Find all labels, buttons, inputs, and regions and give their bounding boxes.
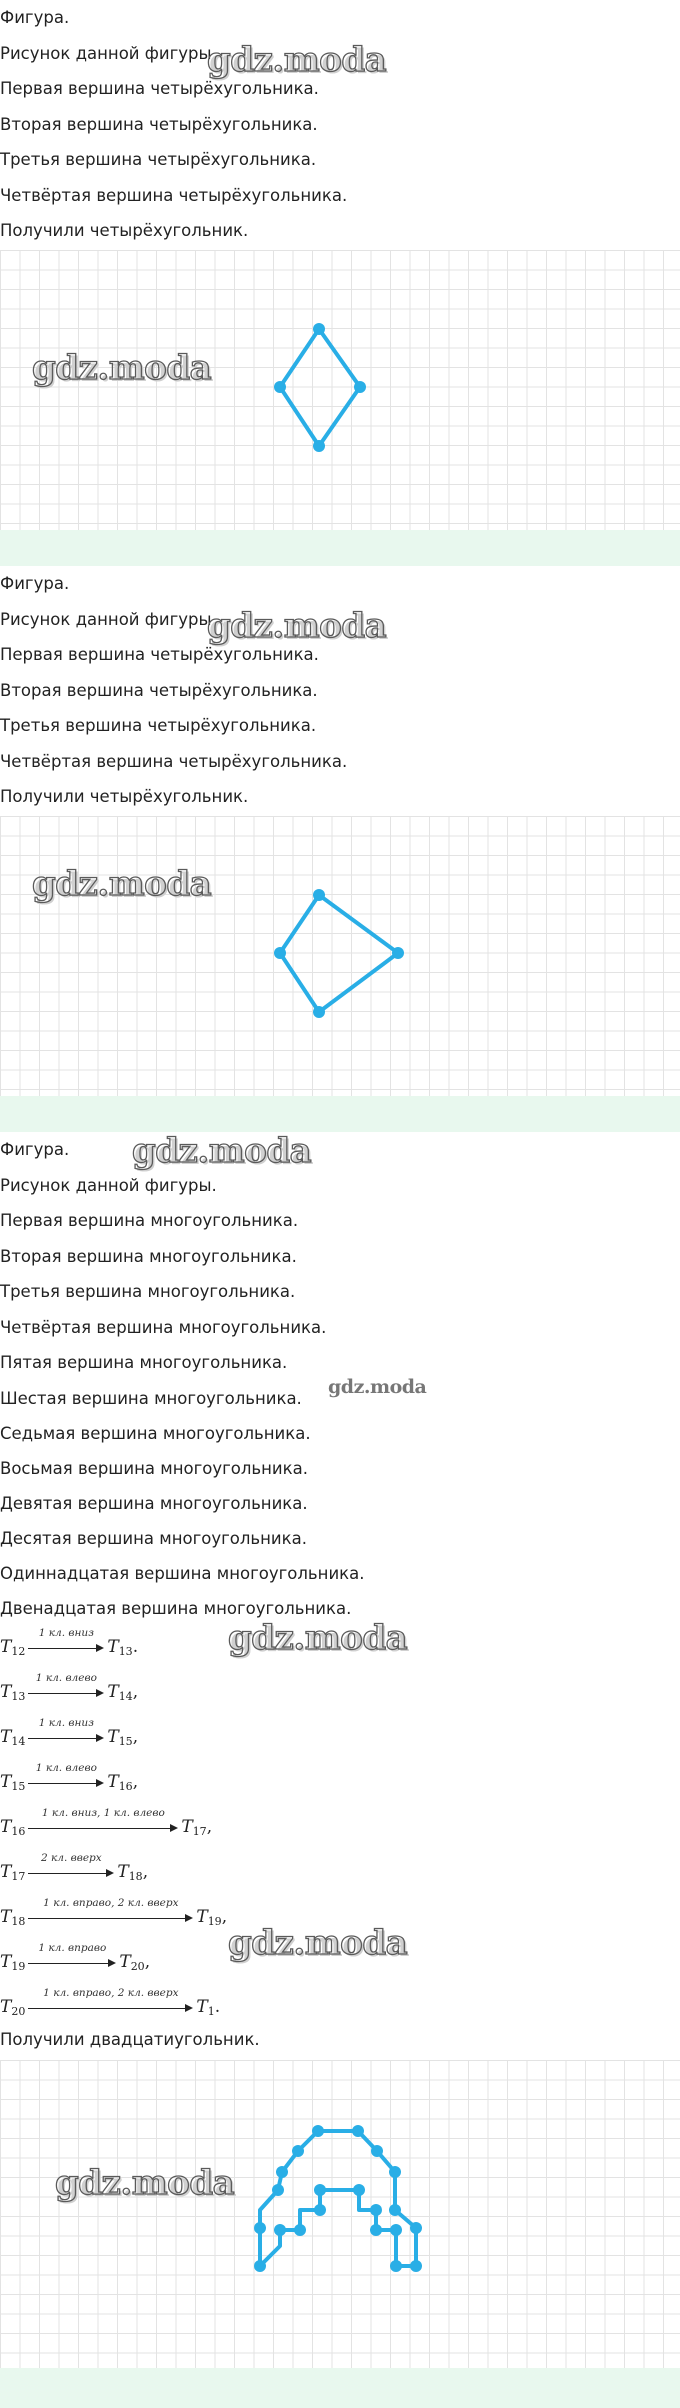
- quadrilateral-figure: [0, 816, 680, 1096]
- text-line: Двенадцатая вершина многоугольника.: [0, 1599, 352, 1618]
- vertex-dot: [313, 440, 325, 452]
- quadrilateral-figure: [0, 250, 680, 530]
- text-line: Первая вершина четырёхугольника.: [0, 79, 319, 98]
- text-line: Пятая вершина многоугольника.: [0, 1353, 288, 1372]
- grid-figure-2: [0, 816, 680, 1096]
- text-line: Фигура.: [0, 574, 70, 593]
- text-line: Четвёртая вершина многоугольника.: [0, 1318, 327, 1337]
- text-line: Получили четырёхугольник.: [0, 221, 249, 240]
- watermark: gdz.moda: [207, 40, 387, 80]
- text-line: Фигура.: [0, 8, 70, 27]
- watermark: gdz.moda: [228, 1923, 408, 1963]
- vertex-dot: [274, 947, 286, 959]
- watermark: gdz.moda: [132, 1131, 312, 1171]
- twenty-gon-figure: [0, 2060, 680, 2368]
- text-line: Третья вершина многоугольника.: [0, 1282, 296, 1301]
- text-line: Рисунок данной фигуры.: [0, 1176, 217, 1195]
- section-1: [0, 0, 680, 566]
- text-line: Вторая вершина многоугольника.: [0, 1247, 297, 1266]
- divider-band: [0, 2368, 680, 2408]
- section-3: [0, 1132, 680, 2408]
- move-line: $T_{19}$ 1 кл. вправо $T_{20}$,: [0, 1941, 151, 1973]
- vertex-dot: [313, 323, 325, 335]
- vertex-dot: [392, 947, 404, 959]
- text-line: Одиннадцатая вершина многоугольника.: [0, 1564, 365, 1583]
- move-line: $T_{20}$ 1 кл. вправо, 2 кл. вверх $T_1$.: [0, 1986, 221, 2018]
- vertex-dot: [313, 1006, 325, 1018]
- move-line: $T_{16}$ 1 кл. вниз, 1 кл. влево $T_{17}$,: [0, 1806, 213, 1838]
- text-line: Четвёртая вершина четырёхугольника.: [0, 752, 348, 771]
- vertex-dot: [354, 381, 366, 393]
- watermark: gdz.moda: [207, 606, 387, 646]
- vertex-dot: [313, 889, 325, 901]
- divider-band: [0, 530, 680, 566]
- text-line: Третья вершина четырёхугольника.: [0, 716, 317, 735]
- text-line: Вторая вершина четырёхугольника.: [0, 681, 318, 700]
- divider-band: [0, 1096, 680, 1132]
- section-2: [0, 566, 680, 1132]
- text-line: Третья вершина четырёхугольника.: [0, 150, 317, 169]
- text-line: Восьмая вершина многоугольника.: [0, 1459, 308, 1478]
- move-line: $T_{14}$ 1 кл. вниз $T_{15}$,: [0, 1716, 139, 1748]
- watermark: gdz.moda: [32, 864, 212, 904]
- text-line: Фигура.: [0, 1140, 70, 1159]
- text-line: Десятая вершина многоугольника.: [0, 1529, 307, 1548]
- watermark: gdz.moda: [55, 2163, 235, 2203]
- text-line: Вторая вершина четырёхугольника.: [0, 115, 318, 134]
- text-line: Рисунок данной фигуры.: [0, 44, 217, 63]
- grid-figure-3: [0, 2060, 680, 2368]
- watermark: gdz.moda: [32, 348, 212, 388]
- text-line: Первая вершина многоугольника.: [0, 1211, 299, 1230]
- text-line: Получили четырёхугольник.: [0, 787, 249, 806]
- move-line: $T_{17}$ 2 кл. вверх $T_{18}$,: [0, 1851, 149, 1883]
- text-line: Девятая вершина многоугольника.: [0, 1494, 308, 1513]
- result-text: Получили двадцатиугольник.: [0, 2030, 260, 2049]
- move-line: $T_{12}$ 1 кл. вниз $T_{13}$.: [0, 1626, 139, 1658]
- watermark: gdz.moda: [228, 1618, 408, 1658]
- move-line: $T_{15}$ 1 кл. влево $T_{16}$,: [0, 1761, 139, 1793]
- text-line: Шестая вершина многоугольника.: [0, 1389, 302, 1408]
- text-line: Первая вершина четырёхугольника.: [0, 645, 319, 664]
- vertex-dot: [274, 381, 286, 393]
- text-line: Рисунок данной фигуры.: [0, 610, 217, 629]
- watermark: gdz.moda: [328, 1376, 427, 1398]
- move-line: $T_{13}$ 1 кл. влево $T_{14}$,: [0, 1671, 139, 1703]
- move-line: $T_{18}$ 1 кл. вправо, 2 кл. вверх $T_{19}$,: [0, 1896, 228, 1928]
- text-line: Седьмая вершина многоугольника.: [0, 1424, 311, 1443]
- grid-figure-1: [0, 250, 680, 530]
- text-line: Четвёртая вершина четырёхугольника.: [0, 186, 348, 205]
